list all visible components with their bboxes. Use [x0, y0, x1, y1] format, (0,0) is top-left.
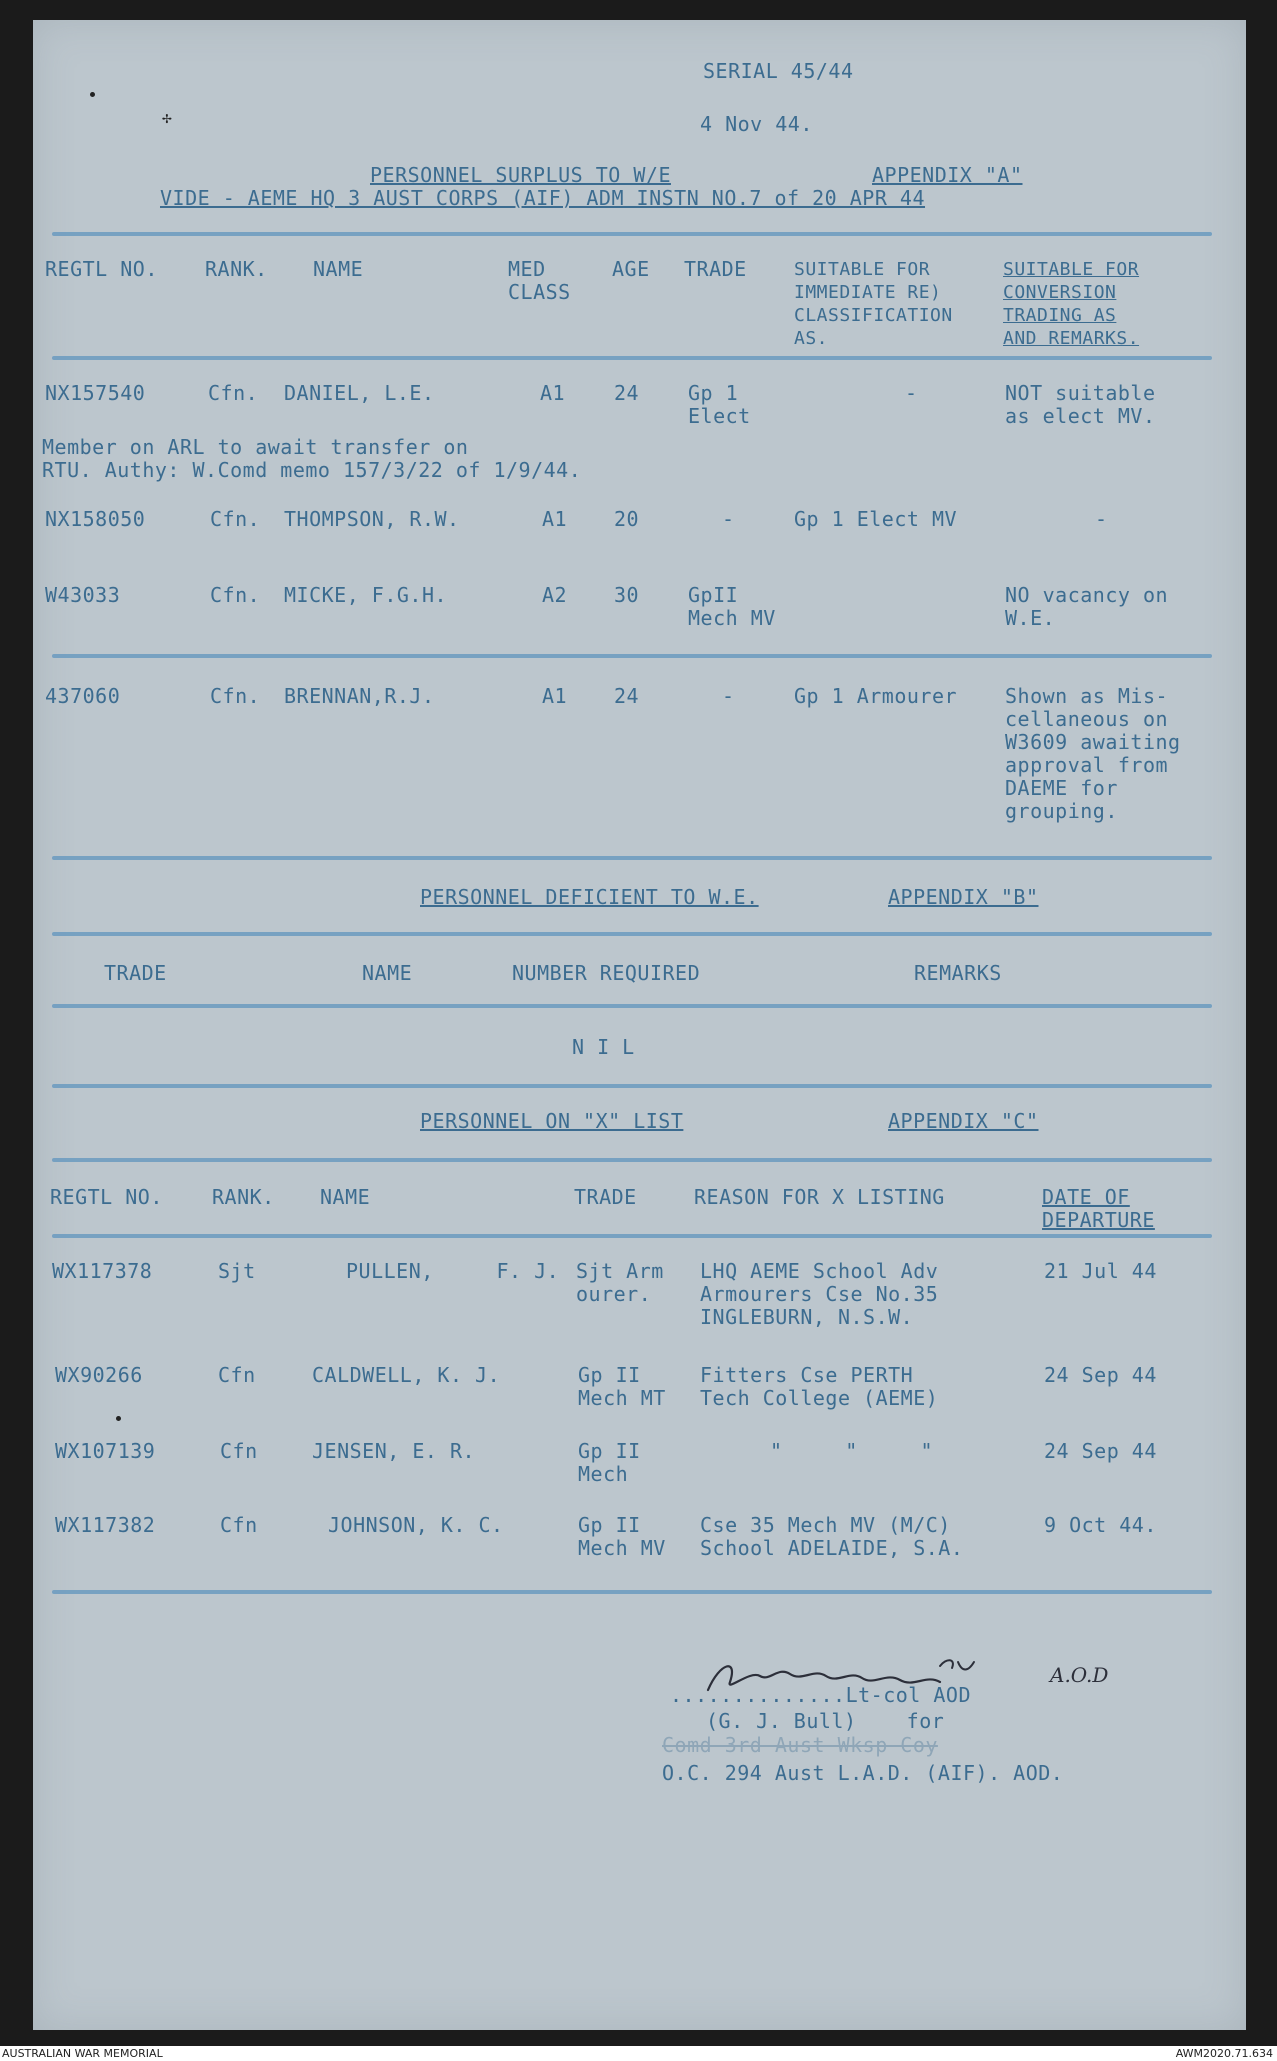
- rank: Sjt: [218, 1259, 256, 1283]
- departure-date: 24 Sep 44: [1044, 1363, 1157, 1387]
- name: CALDWELL, K. J.: [312, 1363, 501, 1387]
- remarks: NOT suitable as elect MV.: [1005, 381, 1156, 428]
- age: 30: [614, 583, 640, 607]
- col-date-departure: DATE OF DEPARTURE: [1042, 1185, 1155, 1232]
- col-regtl-no: REGTL NO.: [50, 1185, 163, 1209]
- departure-date: 21 Jul 44: [1044, 1259, 1157, 1283]
- row-note: Member on ARL to await transfer on RTU. Authy: W.Comd memo 157/3/22 of 1/9/44.: [42, 435, 582, 482]
- trade: Gp II Mech MV: [578, 1513, 666, 1560]
- rank: Cfn.: [210, 583, 261, 607]
- med-class: A1: [542, 507, 568, 531]
- accession-number: AWM2020.71.634: [1175, 2047, 1273, 2060]
- divider: [52, 1158, 1212, 1162]
- med-class: A2: [542, 583, 568, 607]
- appendix-a-title: PERSONNEL SURPLUS TO W/E: [370, 163, 671, 187]
- reason: Fitters Cse PERTH Tech College (AEME): [700, 1363, 939, 1410]
- trade: Gp 1 Elect: [688, 381, 751, 428]
- document-date: 4 Nov 44.: [700, 112, 813, 136]
- rank: Cfn: [220, 1513, 258, 1537]
- trade: Gp II Mech MT: [578, 1363, 666, 1410]
- punch-mark: [90, 92, 95, 97]
- col-reason: REASON FOR X LISTING: [694, 1185, 945, 1209]
- regtl-no: 437060: [45, 684, 121, 708]
- regtl-no: NX158050: [45, 507, 146, 531]
- reason: Cse 35 Mech MV (M/C) School ADELAIDE, S.A.: [700, 1513, 964, 1560]
- regtl-no: WX117382: [55, 1513, 156, 1537]
- appendix-a-reference: VIDE - AEME HQ 3 AUST CORPS (AIF) ADM INSTN NO.7 of 20 APR 44: [160, 186, 926, 210]
- trade: GpII Mech MV: [688, 583, 776, 630]
- age: 24: [614, 684, 640, 708]
- col-trade: TRADE: [574, 1185, 637, 1209]
- trade: -: [722, 507, 735, 531]
- suitable-immediate: Gp 1 Elect MV: [794, 507, 958, 531]
- remarks: Shown as Mis- cellaneous on W3609 awaiting approval from DAEME for grouping.: [1005, 684, 1181, 823]
- reason: " " ": [770, 1439, 934, 1463]
- med-class: A1: [542, 684, 568, 708]
- rank: Cfn.: [210, 684, 261, 708]
- name: PULLEN, F. J.: [346, 1259, 560, 1283]
- struck-title: Comd 3rd Aust Wksp Coy: [662, 1733, 938, 1757]
- reason: LHQ AEME School Adv Armourers Cse No.35 INGLEBURN, N.S.W.: [700, 1259, 939, 1329]
- name: JENSEN, E. R.: [312, 1439, 476, 1463]
- svg-text:A.O.D: A.O.D: [1050, 1663, 1109, 1687]
- suitable-immediate: Gp 1 Armourer: [794, 684, 958, 708]
- remarks: NO vacancy on W.E.: [1005, 583, 1169, 630]
- divider: [52, 856, 1212, 860]
- col-age: AGE: [612, 257, 650, 281]
- col-rank: RANK.: [205, 257, 268, 281]
- divider: [52, 232, 1212, 236]
- col-number-required: NUMBER REQUIRED: [512, 961, 701, 985]
- appendix-a-label: APPENDIX "A": [872, 163, 1023, 187]
- age: 20: [614, 507, 640, 531]
- col-regtl-no: REGTL NO.: [45, 257, 158, 281]
- col-remarks: REMARKS: [914, 961, 1002, 985]
- trade: Sjt Arm ourer.: [576, 1259, 664, 1306]
- name: BRENNAN,R.J.: [284, 684, 435, 708]
- med-class: A1: [540, 381, 566, 405]
- divider: [52, 1004, 1212, 1008]
- signatory-title: O.C. 294 Aust L.A.D. (AIF). AOD.: [662, 1761, 1064, 1785]
- regtl-no: WX107139: [55, 1439, 156, 1463]
- divider: [52, 932, 1212, 936]
- name: MICKE, F.G.H.: [284, 583, 448, 607]
- signatory-name: (G. J. Bull) for: [706, 1709, 945, 1733]
- name: DANIEL, L.E.: [284, 381, 435, 405]
- rank: Cfn.: [208, 381, 259, 405]
- regtl-no: W43033: [45, 583, 121, 607]
- trade: Gp II Mech: [578, 1439, 641, 1486]
- signature-dots: ..............Lt-col AOD: [670, 1683, 971, 1707]
- name: THOMPSON, R.W.: [284, 507, 460, 531]
- departure-date: 24 Sep 44: [1044, 1439, 1157, 1463]
- divider: [52, 654, 1212, 658]
- col-name: NAME: [313, 257, 364, 281]
- rank: Cfn: [220, 1439, 258, 1463]
- archive-name: AUSTRALIAN WAR MEMORIAL: [2, 2047, 163, 2060]
- rank: Cfn: [218, 1363, 256, 1387]
- regtl-no: WX90266: [55, 1363, 143, 1387]
- divider: [52, 356, 1212, 360]
- rank: Cfn.: [210, 507, 261, 531]
- remarks: -: [1095, 507, 1108, 531]
- col-rank: RANK.: [212, 1185, 275, 1209]
- appendix-b-title: PERSONNEL DEFICIENT TO W.E.: [420, 885, 759, 909]
- ink-dot: [116, 1416, 121, 1421]
- regtl-no: WX117378: [52, 1259, 153, 1283]
- trade: -: [722, 684, 735, 708]
- appendix-b-label: APPENDIX "B": [888, 885, 1039, 909]
- col-med-class: MED CLASS: [508, 257, 571, 304]
- divider: [52, 1590, 1212, 1594]
- archive-footer: [0, 2046, 1277, 2061]
- suitable-immediate: -: [905, 381, 918, 405]
- appendix-c-title: PERSONNEL ON "X" LIST: [420, 1109, 684, 1133]
- col-suitable-immediate: SUITABLE FOR IMMEDIATE RE) CLASSIFICATION AS.: [794, 259, 953, 349]
- age: 24: [614, 381, 640, 405]
- name: JOHNSON, K. C.: [328, 1513, 504, 1537]
- nil-entry: N I L: [572, 1035, 635, 1059]
- col-name: NAME: [320, 1185, 371, 1209]
- col-trade: TRADE: [684, 257, 747, 281]
- divider: [52, 1234, 1212, 1238]
- serial-number: SERIAL 45/44: [703, 59, 854, 83]
- appendix-c-label: APPENDIX "C": [888, 1109, 1039, 1133]
- col-trade: TRADE: [104, 961, 167, 985]
- col-suitable-conversion: SUITABLE FOR CONVERSION TRADING AS AND REMARKS.: [1003, 259, 1140, 349]
- regtl-no: NX157540: [45, 381, 146, 405]
- departure-date: 9 Oct 44.: [1044, 1513, 1157, 1537]
- ink-mark: ✢: [162, 108, 172, 127]
- col-name: NAME: [362, 961, 413, 985]
- divider: [52, 1084, 1212, 1088]
